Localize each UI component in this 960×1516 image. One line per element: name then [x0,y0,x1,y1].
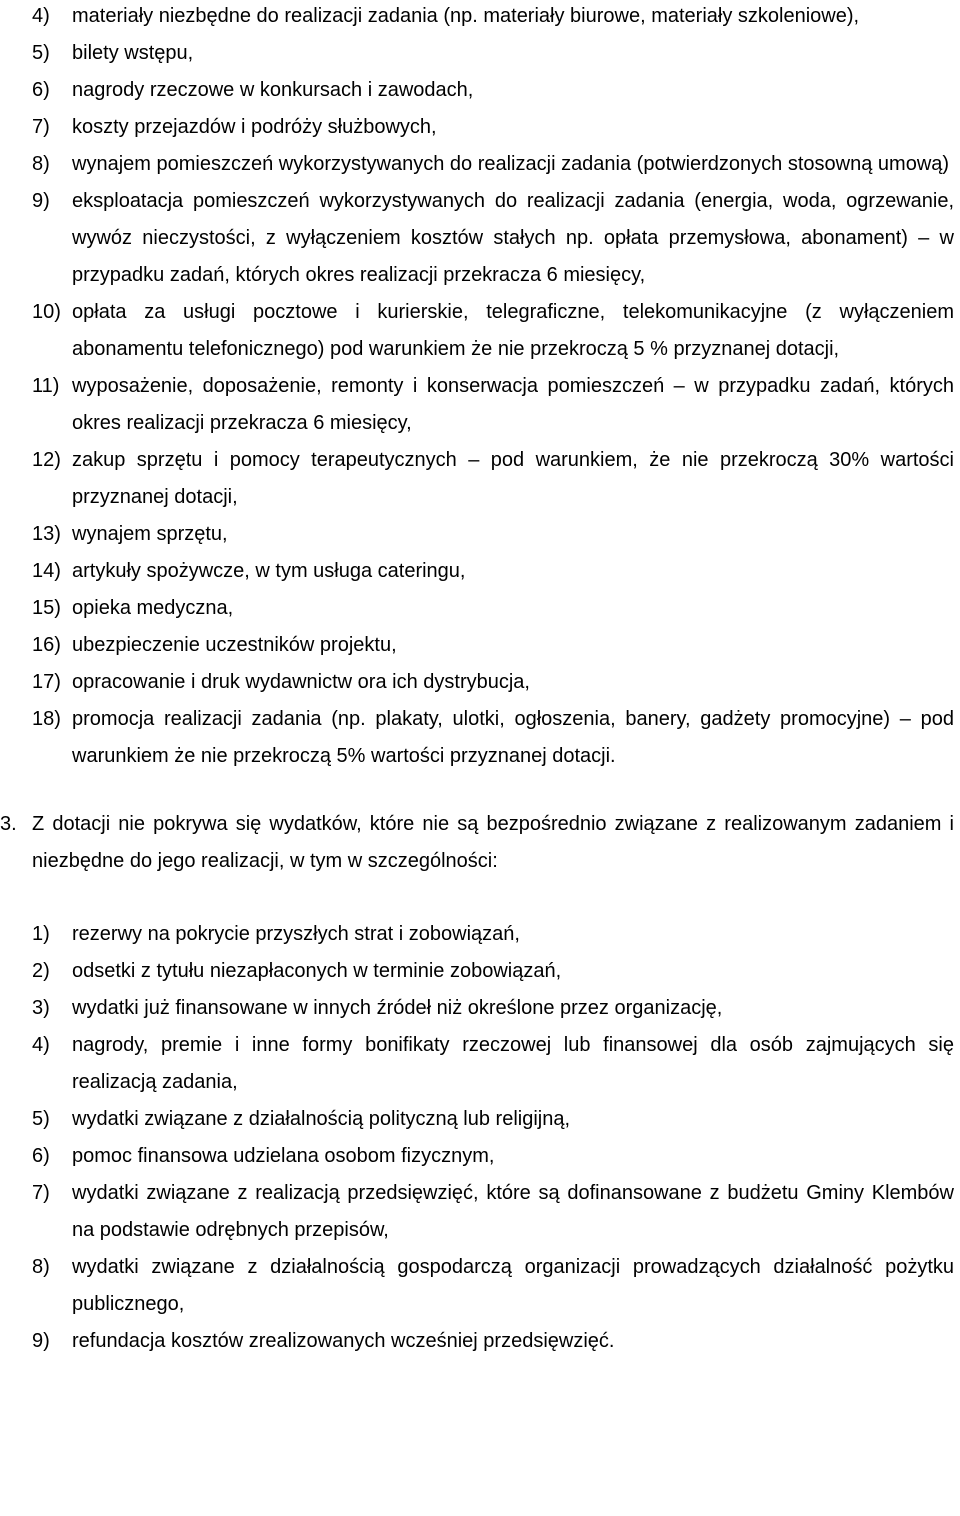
item-text: wynajem pomieszczeń wykorzystywanych do realizacji zadania (potwierdzonych stosowną umową) [72,153,950,175]
section-text: Z dotacji nie pokrywa się wydatków, które nie są bezpośrednio związane z realizowanym zadaniem i niezbędne do jego realizacji, w tym w szczególności: [32,813,954,872]
list-item [32,516,954,553]
list-item [32,990,954,1027]
list-item [32,701,954,775]
item-text: opracowanie i druk wydawnictw ora ich dystrybucja, [72,671,530,693]
item-text: promocja realizacji zadania (np. plakaty, ulotki, ogłoszenia, banery, gadżety promocyjne) – pod warunkiem że nie przekroczą 5% wartości przyznanej dotacji. [72,708,954,767]
item-text: wydatki związane z działalnością gospodarczą organizacji prowadzących działalność pożytku publicznego, [72,1256,954,1315]
item-number: 6) [32,79,50,101]
item-number: 5) [32,1108,50,1130]
list-item [32,953,954,990]
item-text: zakup sprzętu i pomocy terapeutycznych – pod warunkiem, że nie przekroczą 30% wartości przyznanej dotacji, [72,449,954,508]
list-item [32,1138,954,1175]
item-number: 5) [32,42,50,64]
item-text: wydatki związane z realizacją przedsięwzięć, które są dofinansowane z budżetu Gminy Klembów na podstawie odrębnych przepisów, [72,1182,954,1241]
list-item [32,109,954,146]
item-number: 15) [32,597,61,619]
item-number: 11) [32,375,60,397]
item-number: 3) [32,997,50,1019]
item-number: 8) [32,153,50,175]
list-item [32,442,954,516]
list-item [32,368,954,442]
list-item [32,1249,954,1323]
item-text: pomoc finansowa udzielana osobom fizycznym, [72,1145,495,1167]
list-item [32,72,954,109]
list-item [32,590,954,627]
item-text: wydatki związane z działalnością polityczną lub religijną, [72,1108,571,1130]
item-number: 13) [32,523,61,545]
item-number: 12) [32,449,61,471]
item-text: nagrody rzeczowe w konkursach i zawodach, [72,79,474,101]
item-text: wynajem sprzętu, [72,523,228,545]
list-item [32,1101,954,1138]
item-number: 4) [32,5,50,27]
list-item [32,1175,954,1249]
item-text: artykuły spożywcze, w tym usługa cateringu, [72,560,466,582]
item-text: eksploatacja pomieszczeń wykorzystywanych do realizacji zadania (energia, woda, ogrzewanie, wywóz nieczystości, z wyłączeniem kosztów stałych np. opłata przemysłowa, abonament) – w przypadku zadań, których okres realizacji przekracza 6 miesięcy, [72,190,954,286]
section-3-paragraph [0,806,954,880]
list-item [32,1323,954,1360]
item-text: odsetki z tytułu niezapłaconych w terminie zobowiązań, [72,960,562,982]
item-number: 4) [32,1034,50,1056]
list-item [32,294,954,368]
list-item [32,664,954,701]
item-text: opieka medyczna, [72,597,234,619]
list-item [32,627,954,664]
list-item [32,35,954,72]
list-item [32,0,954,35]
item-number: 17) [32,671,61,693]
list-item [32,553,954,590]
item-number: 10) [32,301,61,323]
item-text: bilety wstępu, [72,42,194,64]
item-text: koszty przejazdów i podróży służbowych, [72,116,437,138]
item-number: 16) [32,634,61,656]
list-item [32,1027,954,1101]
eligible-costs-list [32,0,954,775]
item-number: 9) [32,1330,50,1352]
list-item [32,146,954,183]
item-text: materiały niezbędne do realizacji zadania (np. materiały biurowe, materiały szkoleniowe), [72,5,860,27]
item-number: 18) [32,708,61,730]
item-text: ubezpieczenie uczestników projektu, [72,634,397,656]
list-item [32,183,954,294]
ineligible-costs-list [32,916,954,1360]
item-text: opłata za usługi pocztowe i kurierskie, telegraficzne, telekomunikacyjne (z wyłączeniem abonamentu telefonicznego) pod warunkiem że nie przekroczą 5 % przyznanej dotacji, [72,301,954,360]
item-text: nagrody, premie i inne formy bonifikaty rzeczowej lub finansowej dla osób zajmujących się realizacją zadania, [72,1034,954,1093]
item-number: 7) [32,116,50,138]
item-number: 6) [32,1145,50,1167]
item-number: 9) [32,190,50,212]
item-number: 2) [32,960,50,982]
item-text: wyposażenie, doposażenie, remonty i konserwacja pomieszczeń – w przypadku zadań, których okres realizacji przekracza 6 miesięcy, [72,375,954,434]
item-number: 7) [32,1182,50,1204]
item-number: 1) [32,923,50,945]
item-text: refundacja kosztów zrealizowanych wcześniej przedsięwzięć. [72,1330,615,1352]
item-number: 14) [32,560,61,582]
item-number: 8) [32,1256,50,1278]
item-text: rezerwy na pokrycie przyszłych strat i zobowiązań, [72,923,520,945]
section-number: 3. [0,813,17,835]
list-item [32,916,954,953]
item-text: wydatki już finansowane w innych źródeł niż określone przez organizację, [72,997,723,1019]
